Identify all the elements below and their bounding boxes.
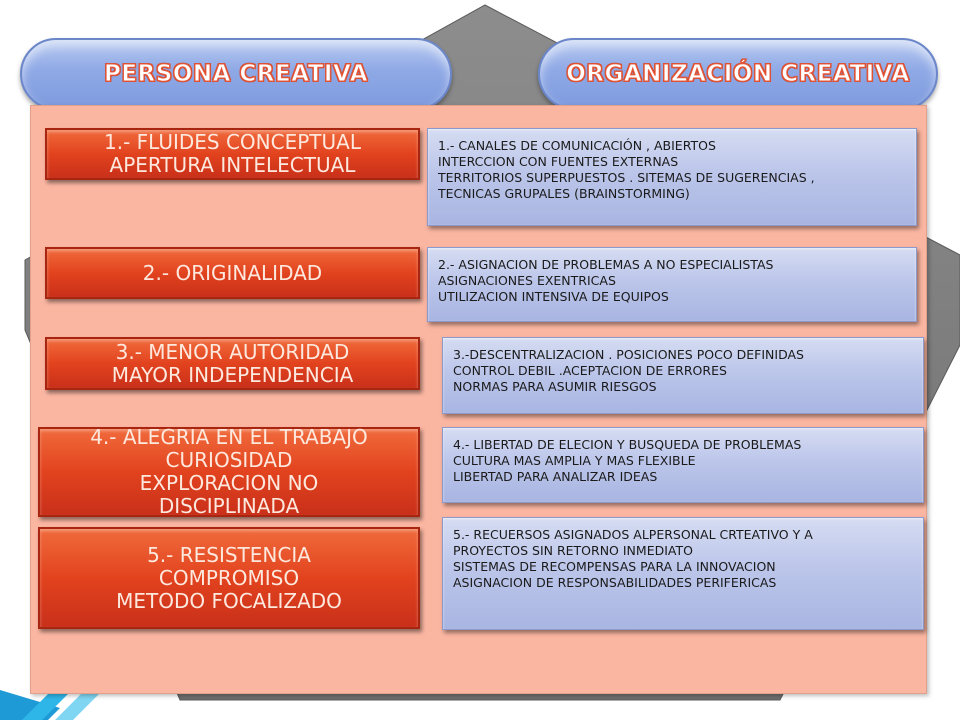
persona-creativa-title: PERSONA CREATIVA [103, 61, 369, 87]
organizacion-item-4 [442, 427, 924, 503]
persona-item-3-text: 3.- MENOR AUTORIDAD MAYOR INDEPENDENCIA [111, 339, 354, 387]
organizacion-item-3-text: 3.-DESCENTRALIZACION . POSICIONES POCO DEFINIDAS CONTROL DEBIL .ACEPTACION DE ERRORES NORMAS PARA ASUMIR RIESGOS [453, 347, 804, 394]
organizacion-item-3 [442, 337, 924, 414]
persona-item-2 [45, 247, 420, 299]
organizacion-item-5 [442, 517, 924, 630]
organizacion-item-4-text: 4.- LIBERTAD DE ELECION Y BUSQUEDA DE PROBLEMAS CULTURA MAS AMPLIA Y MAS FLEXIBLE LIBERTAD PARA ANALIZAR IDEAS [453, 437, 802, 484]
organizacion-item-1 [427, 128, 917, 226]
organizacion-item-1-text: 1.- CANALES DE COMUNICACIÓN , ABIERTOS INTERCCION CON FUENTES EXTERNAS TERRITORIOS SUPERPUESTOS . SITEMAS DE SUGERENCIAS , TECNICAS GRUPALES (BRAINSTORMING) [438, 138, 815, 201]
persona-item-5-text: 5.- RESISTENCIA COMPROMISO METODO FOCALIZADO [116, 542, 342, 613]
persona-item-3 [45, 337, 420, 390]
organizacion-item-2 [427, 247, 917, 322]
persona-item-4-text: 4.- ALEGRIA EN EL TRABAJO CURIOSIDAD EXPLORACION NO DISCIPLINADA [90, 425, 368, 518]
persona-creativa-header [20, 38, 452, 110]
persona-item-1-text: 1.- FLUIDES CONCEPTUAL APERTURA INTELECTUAL [104, 130, 361, 177]
persona-item-5 [38, 527, 420, 629]
organizacion-creativa-header [538, 38, 938, 110]
organizacion-item-5-text: 5.- RECUERSOS ASIGNADOS ALPERSONAL CRTEATIVO Y A PROYECTOS SIN RETORNO INMEDIATO SISTEMAS DE RECOMPENSAS PARA LA INNOVACION ASIGNACION DE RESPONSABILIDADES PERIFERICAS [453, 527, 813, 590]
persona-item-1 [45, 128, 420, 180]
organizacion-creativa-title: ORGANIZACIÓN CREATIVA [566, 61, 910, 87]
organizacion-item-2-text: 2.- ASIGNACION DE PROBLEMAS A NO ESPECIALISTAS ASIGNACIONES EXENTRICAS UTILIZACION INTENSIVA DE EQUIPOS [438, 257, 774, 304]
persona-item-4 [38, 427, 420, 517]
persona-item-2-text: 2.- ORIGINALIDAD [142, 260, 323, 285]
